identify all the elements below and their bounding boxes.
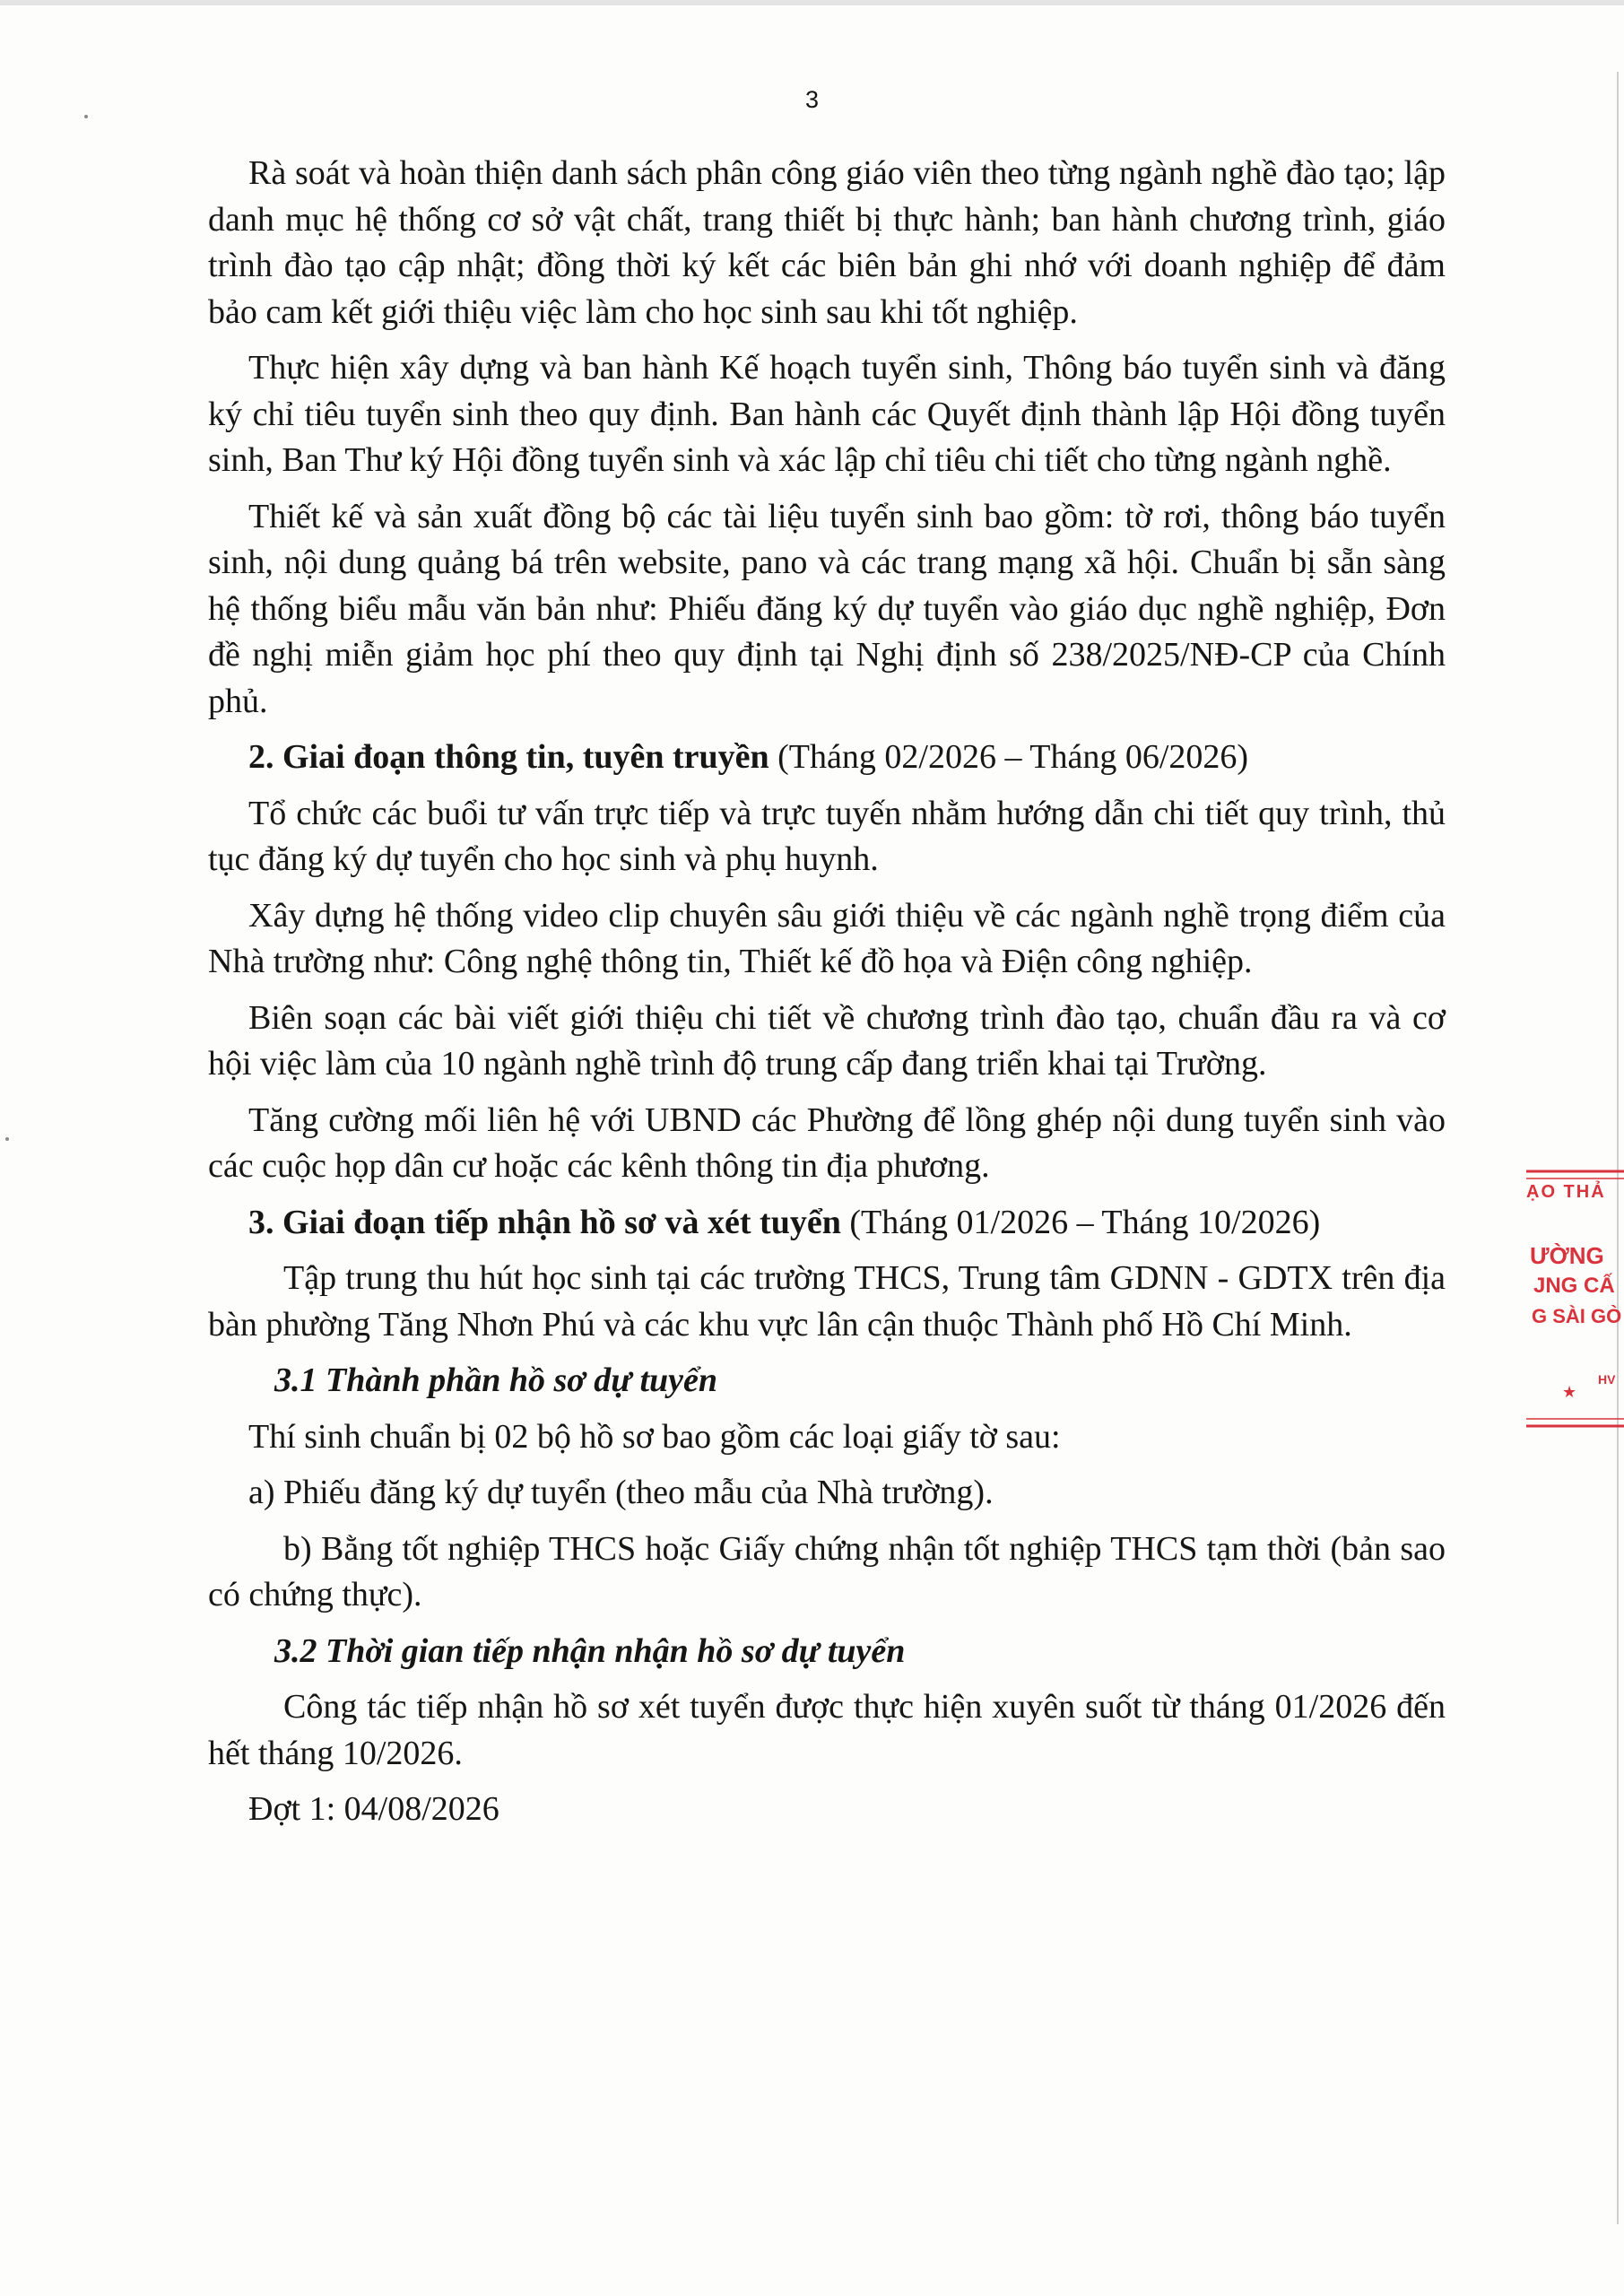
page-number: 3 [804, 86, 820, 113]
section-2-title: 2. Giai đoạn thông tin, tuyên truyền [248, 738, 769, 776]
list-item-a: a) Phiếu đăng ký dự tuyển (theo mẫu của Nhà trường). [248, 1474, 994, 1511]
paragraph-review-teachers: Rà soát và hoàn thiện danh sách phân công giáo viên theo từng ngành nghề đào tạo; lập danh mục hệ thống cơ sở vật chất, trang thiết bị thực hành; ban hành chương trình, giáo trình đào tạo cập nhật; đồng thời ký kết các biên bản ghi nhớ với doanh nghiệp để đảm bảo cam kết giới thiệu việc làm cho học sinh sau khi tốt nghiệp. [208, 154, 1446, 331]
paragraph-articles: Biên soạn các bài viết giới thiệu chi tiết về chương trình đào tạo, chuẩn đầu ra và cơ hội việc làm của 10 ngành nghề trình độ trung cấp đang triển khai tại Trường. [208, 998, 1446, 1083]
section-3-title: 3. Giai đoạn tiếp nhận hồ sơ và xét tuyển [248, 1203, 841, 1241]
section-2-period: (Tháng 02/2026 – Tháng 06/2026) [777, 738, 1249, 776]
paragraph-target-students: Tập trung thu hút học sinh tại các trường THCS, Trung tâm GDNN - GDTX trên địa bàn phường Tăng Nhơn Phú và các khu vực lân cận thuộc Thành phố Hồ Chí Minh. [208, 1259, 1446, 1344]
scan-speck [84, 115, 88, 118]
paragraph-admission-plan: Thực hiện xây dựng và ban hành Kế hoạch tuyển sinh, Thông báo tuyển sinh và đăng ký chỉ tiêu tuyển sinh theo quy định. Ban hành các Quyết định thành lập Hội đồng tuyển sinh, Ban Thư ký Hội đồng tuyển sinh và xác lập chỉ tiêu chi tiết cho từng ngành nghề. [208, 349, 1446, 479]
section-heading-2 [208, 735, 1446, 781]
paragraph-round-1: Đợt 1: 04/08/2026 [248, 1790, 499, 1828]
seal-text-bottom: HV [1598, 1372, 1616, 1387]
seal-star-icon: ★ [1562, 1383, 1577, 1401]
scan-top-edge [0, 0, 1624, 5]
paragraph-documents-intro: Thí sinh chuẩn bị 02 bộ hồ sơ bao gồm các loại giấy tờ sau: [248, 1417, 1061, 1456]
paragraph-video-clips: Xây dựng hệ thống video clip chuyên sâu giới thiệu về các ngành nghề trọng điểm của Nhà trường như: Công nghệ thông tin, Thiết kế đồ họa và Điện công nghiệp. [208, 896, 1446, 980]
paragraph-receiving-period: Công tác tiếp nhận hồ sơ xét tuyển được thực hiện xuyên suốt từ tháng 01/2026 đến hết tháng 10/2026. [208, 1688, 1446, 1772]
document-body [208, 151, 1446, 1843]
paragraph-admission-materials: Thiết kế và sản xuất đồng bộ các tài liệu tuyển sinh bao gồm: tờ rơi, thông báo tuyển sinh, nội dung quảng bá trên website, pano và các trang mạng xã hội. Chuẩn bị sẵn sàng hệ thống biểu mẫu văn bản như: Phiếu đăng ký dự tuyển vào giáo dục nghề nghiệp, Đơn đề nghị miễn giảm học phí theo quy định tại Nghị định số 238/2025/NĐ-CP của Chính phủ. [208, 497, 1446, 720]
seal-text-top: ẠO THẢ [1526, 1182, 1606, 1202]
seal-text-line-3: JNG CẤ [1533, 1274, 1615, 1298]
paragraph-consulting: Tổ chức các buổi tư vấn trực tiếp và trực tuyến nhằm hướng dẫn chi tiết quy trình, thủ tục đăng ký dự tuyển cho học sinh và phụ huynh. [208, 794, 1446, 878]
paragraph-ward-liaison: Tăng cường mối liên hệ với UBND các Phường để lồng ghép nội dung tuyển sinh vào các cuộc họp dân cư hoặc các kênh thông tin địa phương. [208, 1100, 1446, 1185]
list-item-b: b) Bằng tốt nghiệp THCS hoặc Giấy chứng nhận tốt nghiệp THCS tạm thời (bản sao có chứng thực). [208, 1529, 1446, 1613]
seal-text-line-4: G SÀI GÒ [1532, 1305, 1622, 1327]
section-3-period: (Tháng 01/2026 – Tháng 10/2026) [849, 1203, 1321, 1241]
seal-text-line-2: ƯỜNG [1530, 1242, 1604, 1269]
scan-right-edge [1617, 72, 1619, 2224]
subsection-heading-3-2: 3.2 Thời gian tiếp nhận nhận hồ sơ dự tuyển [274, 1631, 906, 1670]
section-heading-3 [208, 1200, 1446, 1247]
scan-speck [5, 1137, 9, 1141]
subsection-heading-3-1: 3.1 Thành phần hồ sơ dự tuyển [274, 1361, 718, 1399]
